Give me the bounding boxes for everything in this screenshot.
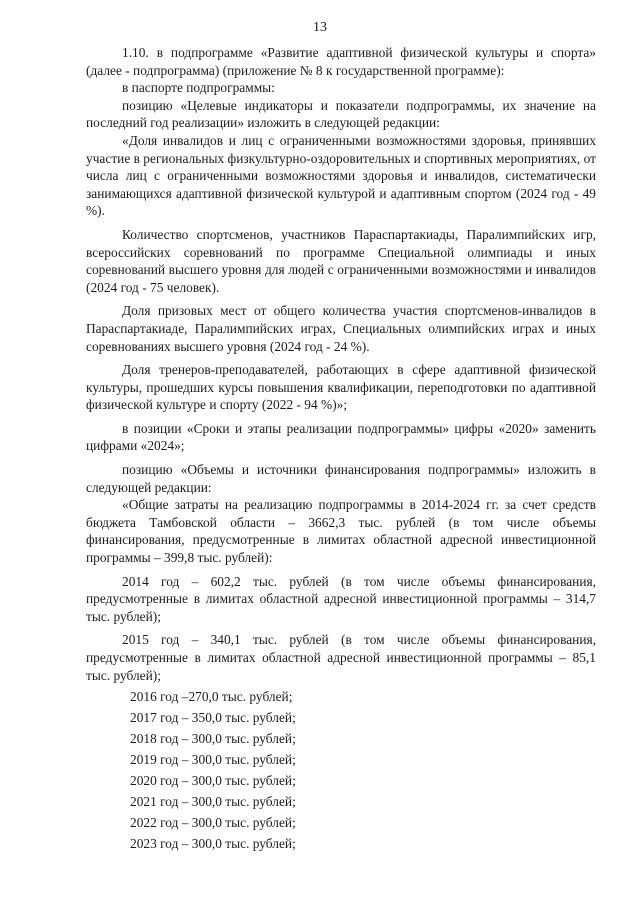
paragraph-passport: в паспорте подпрограммы: xyxy=(122,80,275,96)
list-item-year-2023: 2023 год – 300,0 тыс. рублей; xyxy=(130,836,296,852)
page-number: 13 xyxy=(313,20,327,35)
yearly-funding-list xyxy=(86,686,596,854)
paragraph-indicator-prize-places: Доля призовых мест от общего количества участия спортсменов-инвалидов в Параспартакиаде, Паралимпийских играх, Специальных олимпийских играх и иных соревнованиях высшего уровня (2024 год - 24 %). xyxy=(86,303,596,354)
paragraph-indicator-trainers: Доля тренеров-преподавателей, работающих в сфере адаптивной физической культуры, прошедших курсы повышения квалификации, переподготовки по адаптивной физической культуре и спорту (2022 - 94 %)»; xyxy=(86,362,596,413)
paragraph-terms-stages: в позиции «Сроки и этапы реализации подпрограммы» цифры «2020» заменить цифрами «2024»; xyxy=(86,420,596,454)
paragraph-year-2015: 2015 год – 340,1 тыс. рублей (в том числе объемы финансирования, предусмотренные в лимитах областной адресной инвестиционной программы – 85,1 тыс. рублей); xyxy=(86,632,596,683)
paragraph-target-indicators: позицию «Целевые индикаторы и показатели подпрограммы, их значение на последний год реализации» изложить в следующей редакции: xyxy=(86,97,596,131)
list-item-year-2019: 2019 год – 300,0 тыс. рублей; xyxy=(130,752,296,768)
list-item-year-2017: 2017 год – 350,0 тыс. рублей; xyxy=(130,710,296,726)
list-item-year-2018: 2018 год – 300,0 тыс. рублей; xyxy=(130,731,296,747)
paragraph-year-2014: 2014 год – 602,2 тыс. рублей (в том числе объемы финансирования, предусмотренные в лимитах областной адресной инвестиционной программы – 314,7 тыс. рублей); xyxy=(86,573,596,624)
paragraph-indicator-share-disabled: «Доля инвалидов и лиц с ограниченными возможностями здоровья, принявших участие в региональных физкультурно-оздоровительных и спортивных мероприятиях, от числа лиц с ограниченными возможностями здоровья и инвалидов, систематически занимающихся адаптивной физической культурой и адаптивным спортом (2024 год - 49 %). xyxy=(86,132,596,219)
list-item-year-2022: 2022 год – 300,0 тыс. рублей; xyxy=(130,815,296,831)
paragraph-total-costs: «Общие затраты на реализацию подпрограммы в 2014-2024 гг. за счет средств бюджета Тамбовской области – 3662,3 тыс. рублей (в том числе объемы финансирования, предусмотренные в лимитах областной адресной инвестиционной программы – 399,8 тыс. рублей): xyxy=(86,497,596,566)
list-item-year-2016: 2016 год –270,0 тыс. рублей; xyxy=(130,689,293,705)
document-body xyxy=(86,44,596,854)
paragraph-funding-position: позицию «Объемы и источники финансирования подпрограммы» изложить в следующей редакции: xyxy=(86,462,596,495)
paragraph-indicator-athletes-count: Количество спортсменов, участников Параспартакиады, Паралимпийских игр, всероссийских соревнований по программе Специальной олимпиады и иных соревнований высшего уровня для людей с ограниченными возможностями и инвалидов (2024 год - 75 человек). xyxy=(86,226,596,295)
list-item-year-2020: 2020 год – 300,0 тыс. рублей; xyxy=(130,773,296,789)
paragraph-1-10-heading: 1.10. в подпрограмме «Развитие адаптивной физической культуры и спорта» (далее - подпрограмма) (приложение № 8 к государственной программе): xyxy=(86,45,596,78)
list-item-year-2021: 2021 год – 300,0 тыс. рублей; xyxy=(130,794,296,810)
